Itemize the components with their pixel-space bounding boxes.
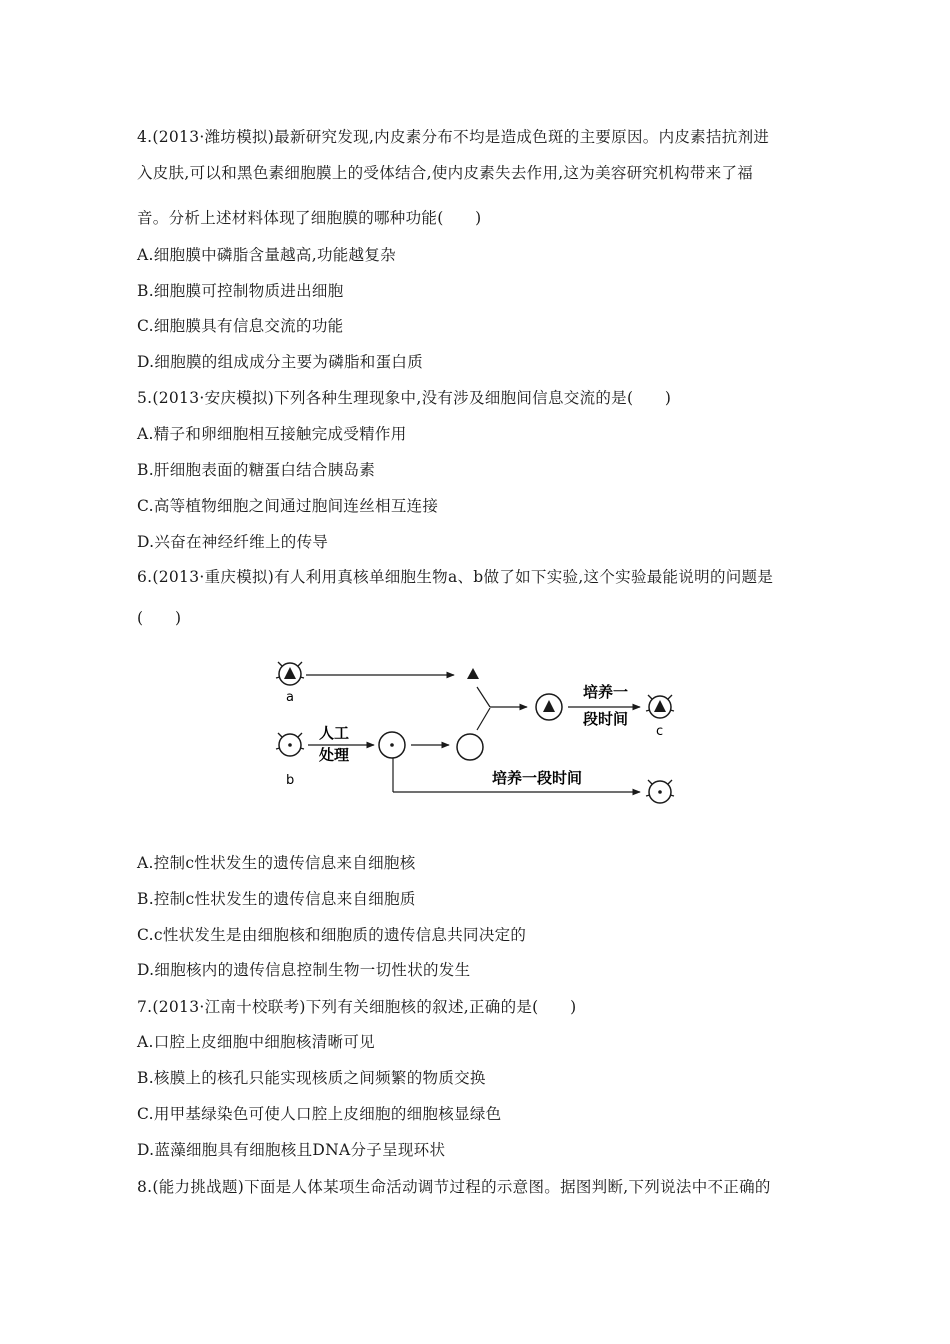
q8-stem-line-1: 8.(能力挑战题)下面是人体某项生命活动调节过程的示意图。据图判断,下列说法中不正确的 bbox=[137, 1178, 771, 1196]
processed-cell-icon bbox=[379, 732, 405, 758]
q5-option-d: D.兴奋在神经纤维上的传导 bbox=[137, 533, 329, 551]
label-b: b bbox=[286, 773, 295, 788]
enucleated-cell-icon bbox=[457, 734, 483, 760]
q6-option-c: C.c性状发生是由细胞核和细胞质的遗传信息共同决定的 bbox=[137, 926, 527, 944]
q4-option-b: B.细胞膜可控制物质进出细胞 bbox=[137, 282, 344, 300]
culture-label-line1: 培养一 bbox=[583, 683, 629, 701]
isolated-nucleus-icon bbox=[467, 668, 479, 679]
q7-option-c: C.用甲基绿染色可使人口腔上皮细胞的细胞核显绿色 bbox=[137, 1105, 502, 1123]
q4-option-c: C.细胞膜具有信息交流的功能 bbox=[137, 317, 344, 335]
q5-option-c: C.高等植物细胞之间通过胞间连丝相互连接 bbox=[137, 497, 439, 515]
cell-c-icon bbox=[646, 695, 674, 718]
q5-option-a: A.精子和卵细胞相互接触完成受精作用 bbox=[137, 425, 407, 443]
q4-stem-line-2: 入皮肤,可以和黑色素细胞膜上的受体结合,使内皮素失去作用,这为美容研究机构带来了福 bbox=[137, 164, 754, 182]
label-c: c bbox=[656, 724, 664, 739]
label-a: a bbox=[286, 690, 294, 705]
q5-stem-line-1: 5.(2013·安庆模拟)下列各种生理现象中,没有涉及细胞间信息交流的是( ) bbox=[137, 389, 672, 407]
cell-b-icon bbox=[276, 733, 304, 756]
q4-stem-line-1: 4.(2013·潍坊模拟)最新研究发现,内皮素分布不均是造成色斑的主要原因。内皮素拮抗剂进 bbox=[137, 128, 770, 146]
q5-option-b: B.肝细胞表面的糖蛋白结合胰岛素 bbox=[137, 461, 376, 479]
q6-stem-line-1: 6.(2013·重庆模拟)有人利用真核单细胞生物a、b做了如下实验,这个实验最能说明的问题是 bbox=[137, 568, 774, 586]
cell-a-icon bbox=[276, 662, 304, 685]
process-label-line2: 处理 bbox=[319, 746, 350, 764]
merge-line-top bbox=[477, 687, 490, 707]
cell-b-result-icon bbox=[646, 780, 674, 803]
experiment-diagram bbox=[262, 652, 702, 818]
recombined-cell-icon bbox=[536, 694, 562, 720]
q7-option-b: B.核膜上的核孔只能实现核质之间频繁的物质交换 bbox=[137, 1069, 486, 1087]
q4-stem-line-3: 音。分析上述材料体现了细胞膜的哪种功能( ) bbox=[137, 209, 482, 227]
q7-stem-line-1: 7.(2013·江南十校联考)下列有关细胞核的叙述,正确的是( ) bbox=[137, 998, 577, 1016]
culture-long-label: 培养一段时间 bbox=[492, 769, 583, 787]
process-label-line1: 人工 bbox=[319, 724, 350, 742]
merge-line-bottom bbox=[477, 708, 490, 730]
culture-label-line2: 段时间 bbox=[583, 710, 629, 728]
q6-option-a: A.控制c性状发生的遗传信息来自细胞核 bbox=[137, 854, 416, 872]
q4-option-a: A.细胞膜中磷脂含量越高,功能越复杂 bbox=[137, 246, 396, 264]
q7-option-a: A.口腔上皮细胞中细胞核清晰可见 bbox=[137, 1033, 375, 1051]
q6-option-b: B.控制c性状发生的遗传信息来自细胞质 bbox=[137, 890, 416, 908]
q4-option-d: D.细胞膜的组成成分主要为磷脂和蛋白质 bbox=[137, 353, 424, 371]
q7-option-d: D.蓝藻细胞具有细胞核且DNA分子呈现环状 bbox=[137, 1141, 446, 1159]
q6-option-d: D.细胞核内的遗传信息控制生物一切性状的发生 bbox=[137, 961, 471, 979]
q6-stem-line-2: ( ) bbox=[137, 609, 182, 627]
